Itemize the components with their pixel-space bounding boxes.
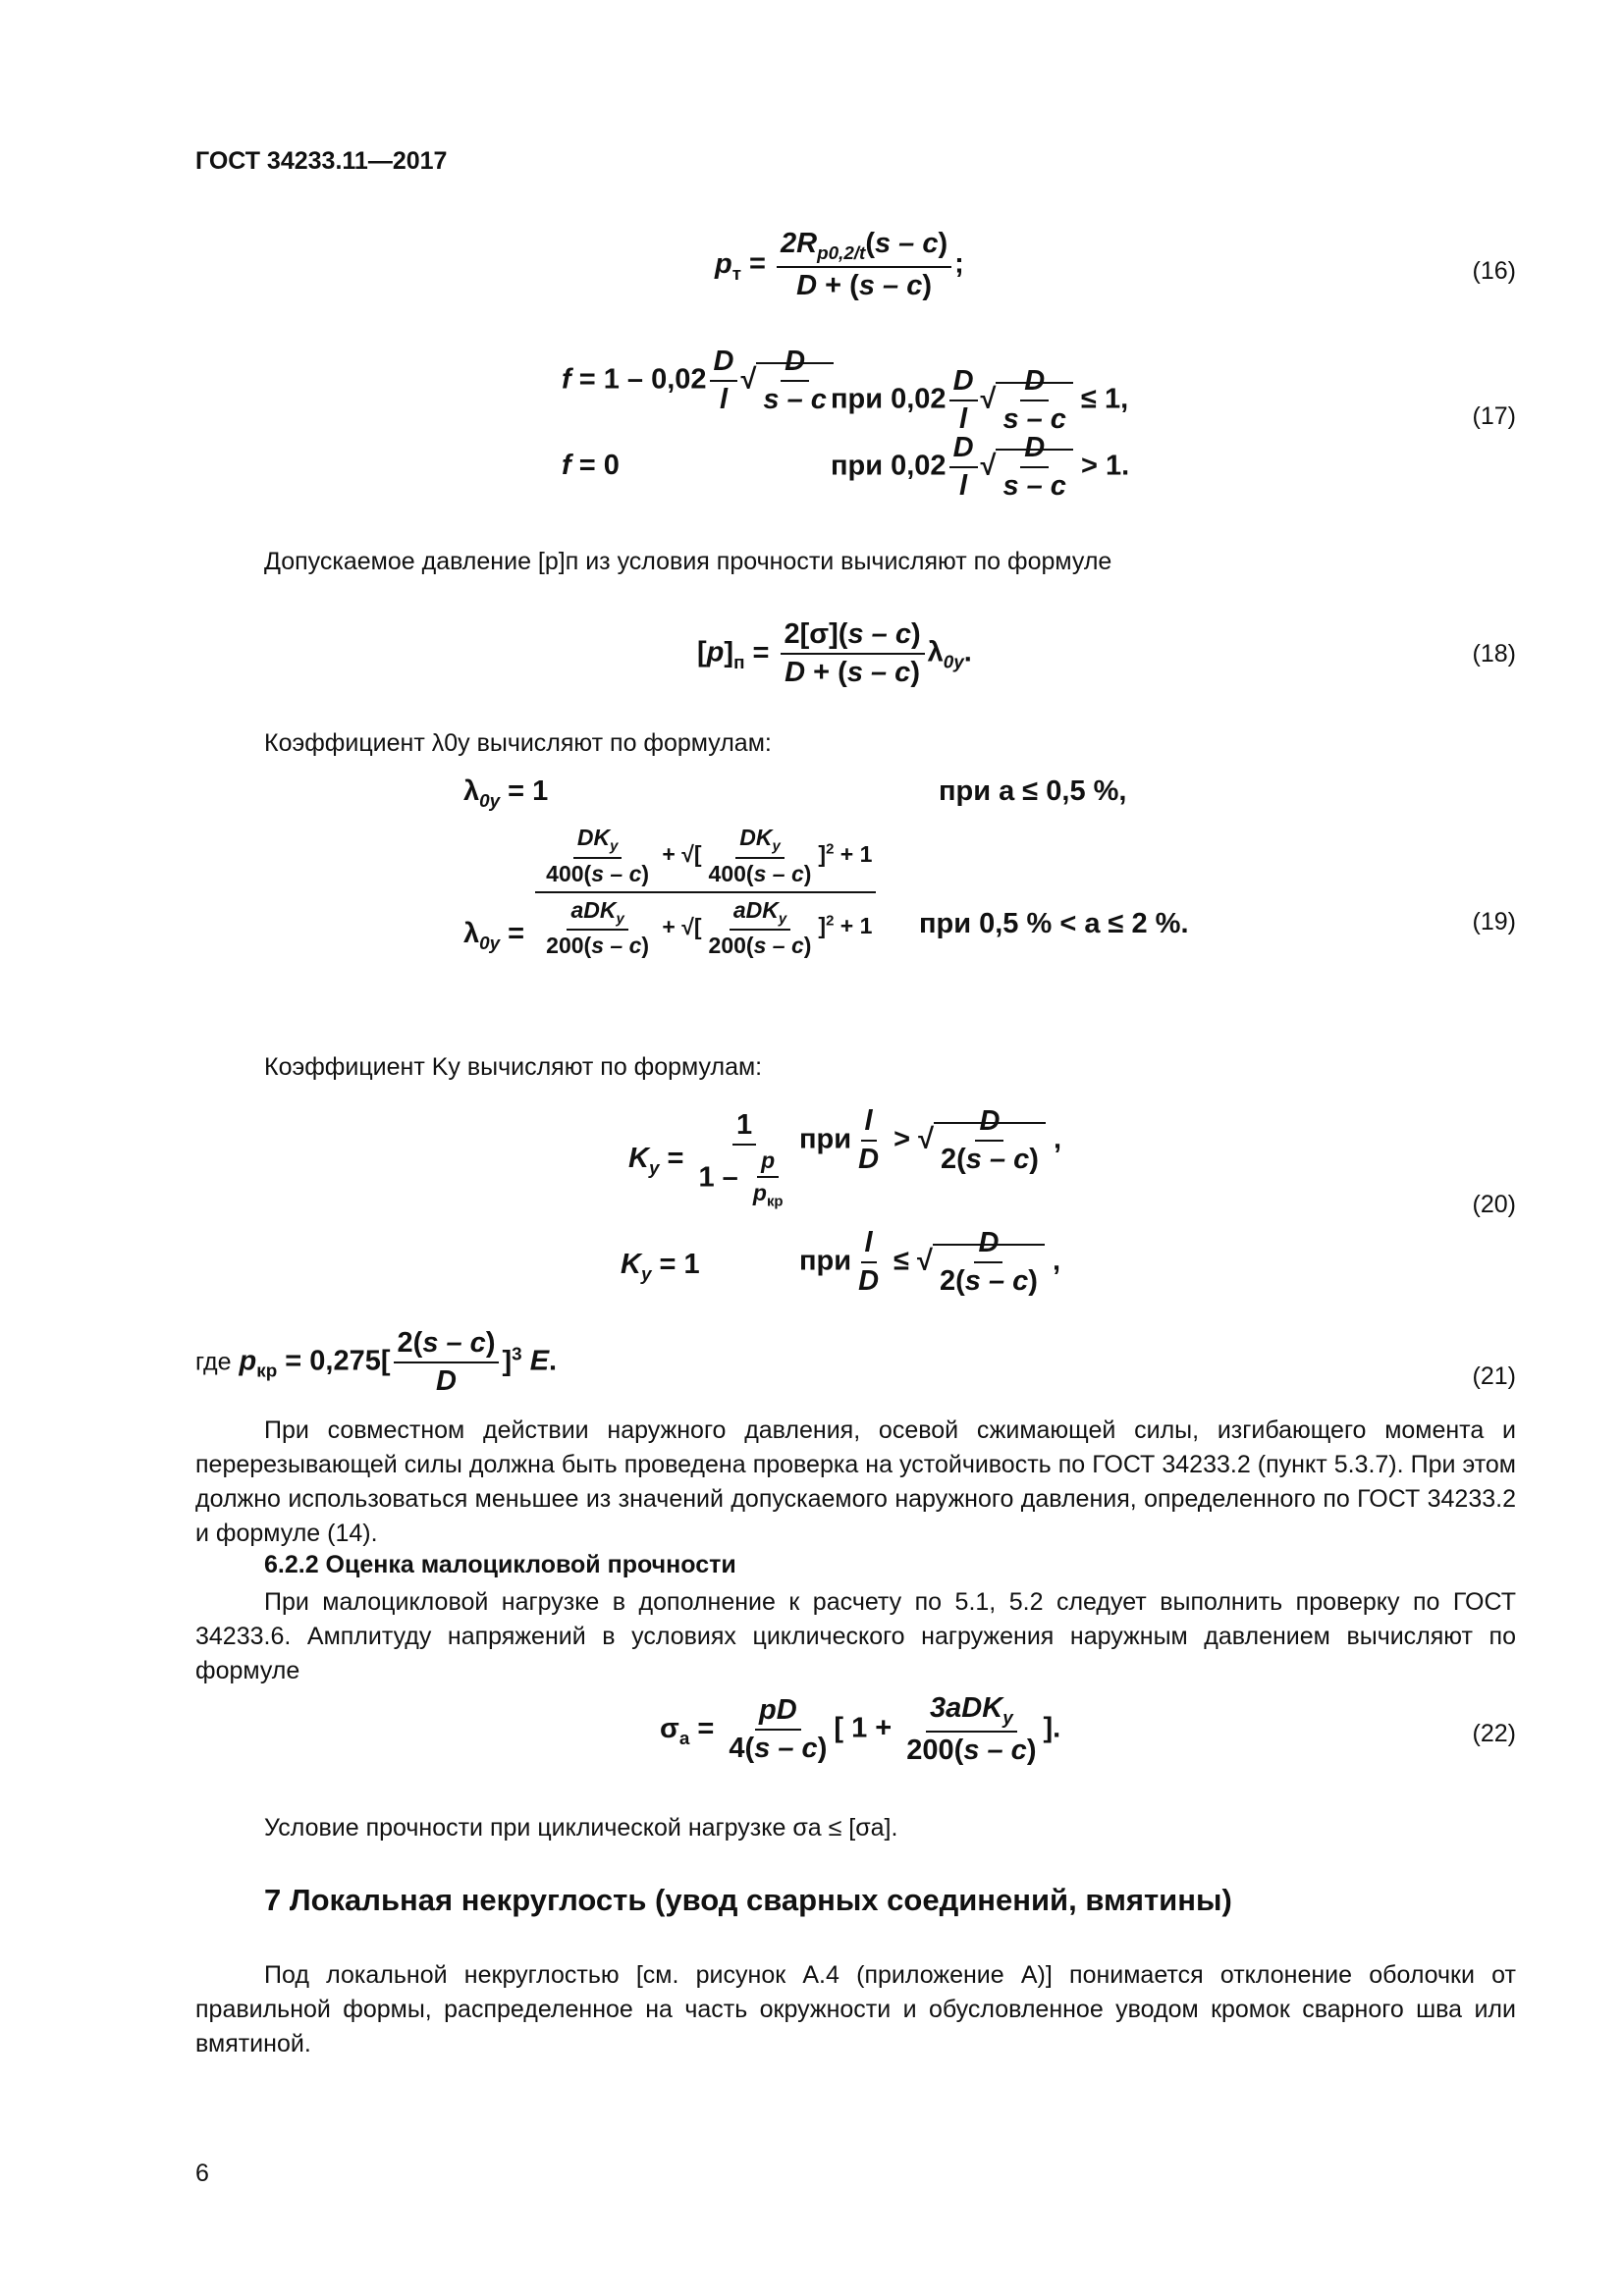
paragraph-ky: Коэффициент Ky вычисляют по формулам: (264, 1053, 763, 1081)
formula-18: $[p]_п$ = $\frac{2[\sigma](s - c)}{D + (s - c)}$ $\lambda_{0y}$. (697, 618, 972, 688)
equation-number-17: (17) (1472, 402, 1516, 430)
page-number: 6 (195, 2160, 209, 2187)
formula-20-line2: $K_y = 1$ (621, 1249, 700, 1284)
equation-number-19: (19) (1472, 908, 1516, 935)
formula-17-line1: f = 1 – 0,02 $\frac{D}{l}$ √ $\frac{D}{s - c}$ (562, 346, 834, 416)
condition-17a: при 0,02 $\frac{D}{l}$ √ $\frac{D}{s - c}$ ≤ 1, (831, 365, 1129, 435)
paragraph-combined-loading: При совместном действии наружного давления, осевой сжимающей силы, изгибающего момента и перерезывающей силы должна быть проведена проверка на устойчивость по ГОСТ 34233.2 (пункт 5.3.7). При этом должно использоваться меньшее из значений допускаемого наружного давления, определенного по ГОСТ 34233.2 и формуле (14). (195, 1416, 1516, 1547)
formula-22: $\sigma_a$ = $\frac{pD}{4(s - c)}$ [ 1 + $\frac{3aDK_y}{200(s - c)}$ ]. (660, 1692, 1061, 1766)
formula-16: $p_т$ = $\frac{2R_{p0,2/t}(s - c)}{D + (s - c)}$ ; (715, 228, 964, 301)
document-header: ГОСТ 34233.11—2017 (195, 147, 448, 175)
paragraph-low-cycle: При малоцикловой нагрузке в дополнение к расчету по 5.1, 5.2 следует выполнить проверку по ГОСТ 34233.6. Амплитуду напряжений в условиях циклического нагружения наружным давлением вычисляют по формуле (195, 1588, 1516, 1684)
subsection-title: 6.2.2 Оценка малоцикловой прочности (264, 1551, 736, 1578)
section-title: 7 Локальная некруглость (увод сварных соединений, вмятины) (264, 1883, 1232, 1917)
paragraph-strength-condition: Условие прочности при циклической нагрузке σa ≤ [σa]. (264, 1814, 898, 1842)
condition-20a: при $\frac{l}{D}$ > √ $\frac{D}{2(s - c)}$ , (799, 1105, 1062, 1175)
paragraph-lambda: Коэффициент λ0y вычисляют по формулам: (264, 729, 772, 757)
paragraph-local-out-of-roundness: Под локальной некруглостью [см. рисунок А.4 (приложение А)] понимается отклонение оболочки от правильной формы, распределенное на часть окружности и обусловленное уводом кромок сварного шва или вмятиной. (195, 1961, 1516, 2057)
condition-20b: при $\frac{l}{D}$ ≤ √ $\frac{D}{2(s - c)}$ , (799, 1227, 1061, 1297)
condition-17b: при 0,02 $\frac{D}{l}$ √ $\frac{D}{s - c}$ > 1. (831, 432, 1130, 502)
condition-19b: при 0,5 % < a ≤ 2 %. (919, 908, 1189, 939)
paragraph-allowable-pressure: Допускаемое давление [p]п из условия прочности вычисляют по формуле (264, 548, 1112, 575)
equation-number-18: (18) (1472, 640, 1516, 667)
formula-21: где $p_{кр} = 0,275$[ $\frac{2(s - c)}{D}$ ]$^3$ E. (195, 1327, 558, 1397)
formula-17-line2: f = 0 (562, 450, 620, 481)
equation-number-21: (21) (1472, 1362, 1516, 1390)
formula-19-line2: $\lambda_{0y}$ = $\frac{DK_y}{400(s - c)}$ + √[ $\frac{DK_y}{400(s - c)}$ ]$^2$ + 1 $\frac{aDK_y}{200(s - c)}$ + √[ $\frac{aDK_y}{200(s - c)}$ ]$^2$ + 1 (463, 825, 879, 959)
condition-19a: при a ≤ 0,5 %, (939, 775, 1127, 807)
equation-number-22: (22) (1472, 1720, 1516, 1747)
formula-20-line1: $K_y$ = 1 1 – $\frac{p}{p_{кр}}$ (628, 1109, 784, 1210)
equation-number-16: (16) (1472, 257, 1516, 285)
equation-number-20: (20) (1472, 1191, 1516, 1218)
formula-19-line1: $\lambda_{0y} = 1$ (463, 775, 549, 811)
